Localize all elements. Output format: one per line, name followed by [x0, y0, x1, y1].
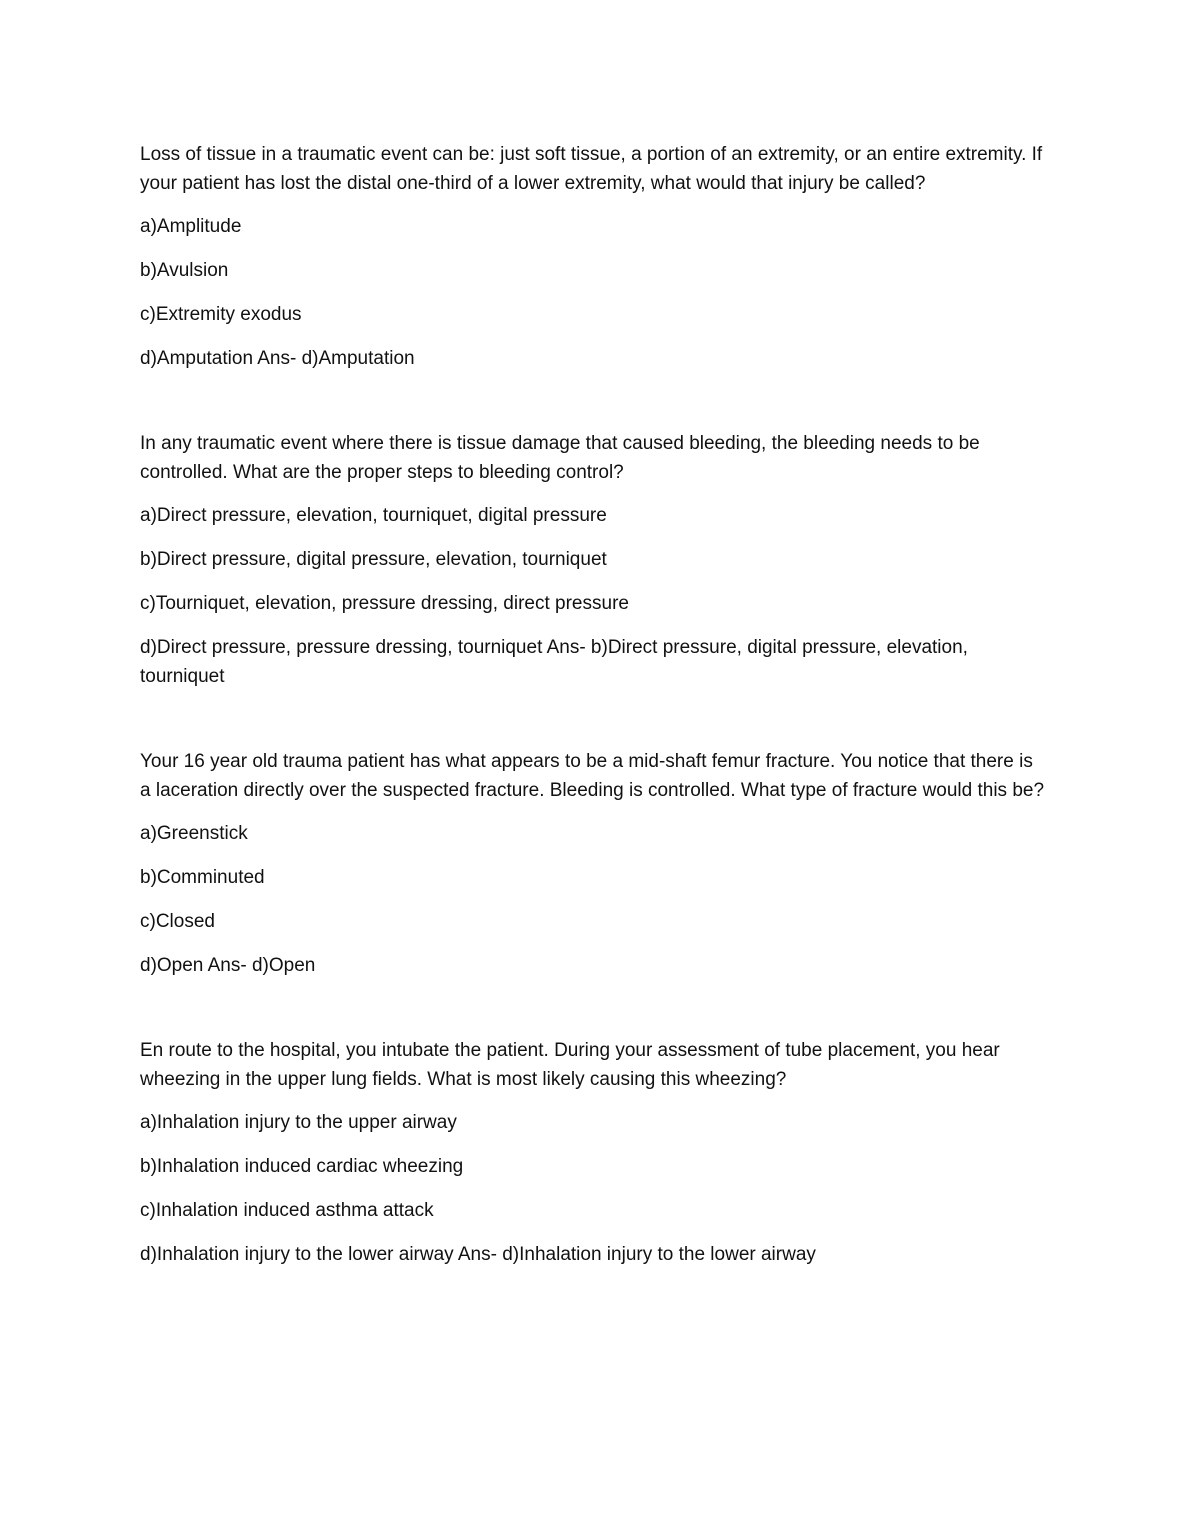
answer-option-c: c)Closed: [140, 911, 215, 932]
answer-option-a: a)Direct pressure, elevation, tourniquet, digital pressure: [140, 505, 607, 526]
answer-option-b: b)Avulsion: [140, 260, 229, 281]
answer-option-b: b)Comminuted: [140, 867, 265, 888]
answer-option-c: c)Extremity exodus: [140, 304, 302, 325]
question-block: [140, 140, 1045, 373]
answer-option-d: d)Inhalation injury to the lower airway Ans- d)Inhalation injury to the lower airway: [140, 1244, 816, 1265]
answer-option-a: a)Inhalation injury to the upper airway: [140, 1112, 457, 1133]
question-block: [140, 1036, 1045, 1269]
question-text: En route to the hospital, you intubate the patient. During your assessment of tube placement, you hear wheezing in the upper lung fields. What is most likely causing this wheezing?: [140, 1040, 1000, 1090]
answer-option-b: b)Direct pressure, digital pressure, elevation, tourniquet: [140, 549, 607, 570]
answer-option-c: c)Inhalation induced asthma attack: [140, 1200, 434, 1221]
question-text: In any traumatic event where there is tissue damage that caused bleeding, the bleeding needs to be controlled. What are the proper steps to bleeding control?: [140, 433, 980, 483]
question-block: [140, 429, 1045, 691]
answer-option-a: a)Amplitude: [140, 216, 242, 237]
answer-option-d: d)Open Ans- d)Open: [140, 955, 316, 976]
question-block: [140, 747, 1045, 980]
question-text: Your 16 year old trauma patient has what appears to be a mid-shaft femur fracture. You notice that there is a laceration directly over the suspected fracture. Bleeding is controlled. What type of fracture would this be?: [140, 751, 1045, 801]
question-text: Loss of tissue in a traumatic event can be: just soft tissue, a portion of an extremity, or an entire extremity. If your patient has lost the distal one-third of a lower extremity, what would that injury be called?: [140, 144, 1043, 194]
page-content: [140, 140, 1045, 1325]
answer-option-d: d)Direct pressure, pressure dressing, tourniquet Ans- b)Direct pressure, digital pressure, elevation, tourniquet: [140, 637, 968, 687]
answer-option-b: b)Inhalation induced cardiac wheezing: [140, 1156, 464, 1177]
answer-option-a: a)Greenstick: [140, 823, 248, 844]
answer-option-d: d)Amputation Ans- d)Amputation: [140, 348, 415, 369]
answer-option-c: c)Tourniquet, elevation, pressure dressing, direct pressure: [140, 593, 629, 614]
